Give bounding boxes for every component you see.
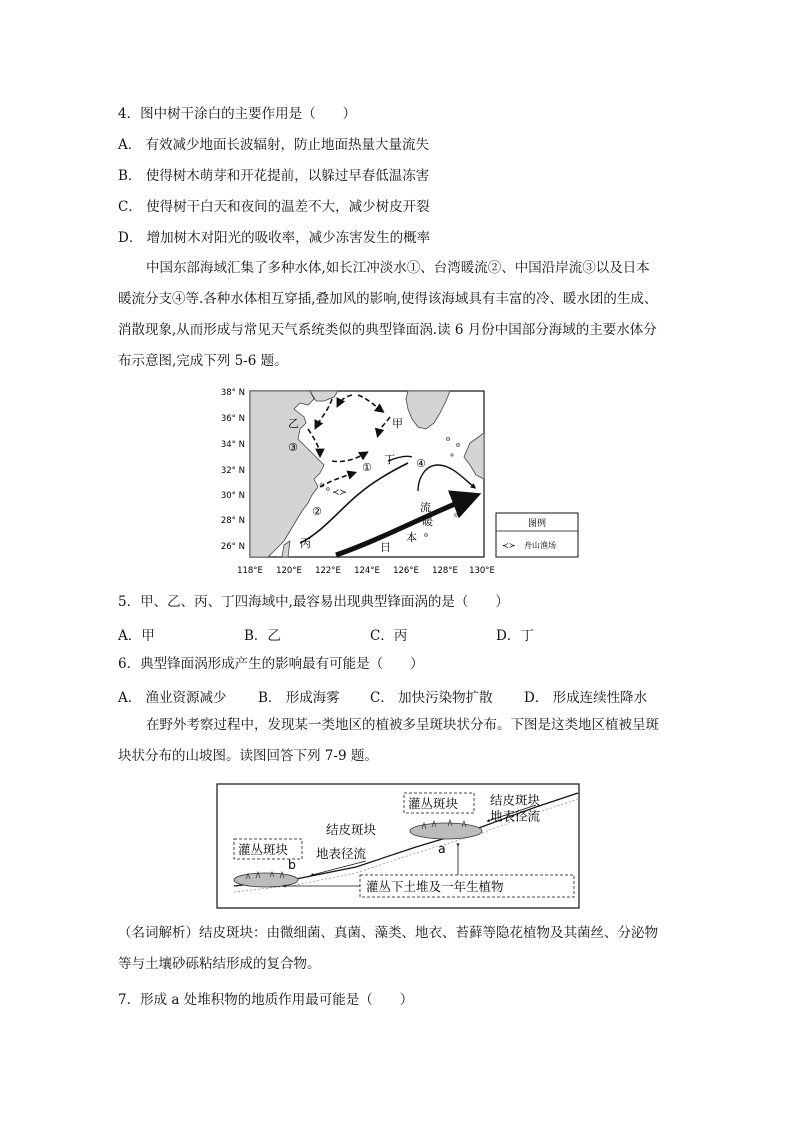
area-label-bing: 丙 (300, 537, 311, 550)
lon-label: 122°E (315, 566, 341, 576)
label-crust-mid: 结皮斑块 (326, 822, 377, 837)
shrub-patch-a (410, 823, 482, 839)
definition-crust: （名词解析）结皮斑块：由微细菌、真菌、藻类、地衣、苔藓等隐花植物及其菌丝、分泌物等与土壤砂砾粘结形成的复合物。 (118, 925, 658, 972)
intro-7-9: 在野外考察过程中，发现某一类地区的植被多呈斑块状分布。下图是这类地区植被呈斑块状分布的山坡图。读图回答下列 7-9 题。 (118, 717, 659, 764)
label-crust-top: 结皮斑块 (490, 792, 541, 808)
q6-option-a: A． 渔业资源减少 (118, 690, 227, 706)
vegetation-slope-diagram (216, 783, 581, 910)
q5-option-c: C．丙 (370, 628, 408, 644)
label-runoff-top: 地表径流 (490, 808, 541, 824)
area-label-ding: 丁 (384, 453, 395, 466)
q7-stem: 7．形成 a 处堆积物的地质作用最可能是（ ） (118, 992, 414, 1008)
q6-option-c: C． 加快污染物扩散 (370, 690, 493, 706)
lon-label: 118°E (237, 566, 263, 576)
intro-5-6: 中国东部海域汇集了多种水体,如长江冲淡水①、台湾暖流②、中国沿岸流③以及日本暖流分支④等.各种水体相互穿插,叠加风的影响,使得该海域具有丰富的冷、暖水团的生成、消散现象,从而形成与常见天气系统类似的典型锋面涡.读 6 月份中国部分海域的主要水体分布示意图,完成下列 5-6 题。 (118, 260, 658, 369)
label-runoff-mid: 地表径流 (316, 846, 367, 861)
shrub-patch-b (234, 873, 298, 887)
q6-option-b: B． 形成海雾 (258, 690, 340, 706)
lat-label: 34° N (220, 440, 245, 450)
legend-title: 图例 (527, 519, 547, 529)
current-label-1: ① (362, 461, 372, 474)
q5-option-a: A．甲 (118, 628, 155, 644)
lat-label: 30° N (220, 491, 245, 501)
q4-option-c: C． 使得树干白天和夜间的温差不大，减少树皮开裂 (118, 199, 430, 215)
label-a: a (438, 841, 446, 856)
kuroshio-char-1: 日 (380, 541, 391, 554)
lon-label: 126°E (393, 566, 419, 576)
lon-label: 120°E (276, 566, 302, 576)
q6-option-d: D． 形成连续性降水 (524, 690, 648, 706)
q4-option-b: B． 使得树木萌芽和开花提前，以躲过早春低温冻害 (118, 168, 430, 184)
q5-option-b: B．乙 (244, 628, 281, 644)
q5-option-d: D．丁 (496, 628, 534, 644)
lon-label: 130°E (469, 566, 495, 576)
label-shrub-top: 灌丛斑块 (408, 796, 459, 811)
q4-option-a: A． 有效减少地面长波辐射，防止地面热量大量流失 (118, 137, 430, 153)
kuroshio-char-2: 本 (406, 531, 417, 544)
kuroshio-char-4: 流 (420, 501, 431, 514)
q5-stem: 5．甲、乙、丙、丁四海域中,最容易出现典型锋面涡的是（ ） (118, 594, 509, 610)
area-label-yi: 乙 (288, 417, 299, 430)
sea-water-map (212, 383, 592, 580)
current-label-4: ④ (416, 457, 426, 470)
label-b: b (288, 857, 296, 872)
current-label-2: ② (312, 505, 322, 518)
lon-label: 124°E (354, 566, 380, 576)
lon-label: 128°E (432, 566, 458, 576)
zhoushan-fishery-symbol: ≺≻ (332, 488, 348, 498)
lat-label: 26° N (220, 542, 245, 552)
label-shrub-left: 灌丛斑块 (238, 842, 289, 857)
q4-stem: 4．图中树干涂白的主要作用是（ ） (118, 106, 357, 122)
lat-label: 32° N (220, 466, 245, 476)
legend-item-zhoushan: 舟山渔场 (524, 541, 556, 550)
current-label-3: ③ (288, 441, 298, 454)
legend-fish-symbol: ≺≻ (502, 541, 516, 550)
label-mound: 灌丛下土堆及一年生植物 (366, 879, 504, 894)
lat-label: 38° N (220, 388, 245, 398)
area-label-jia: 甲 (392, 417, 403, 430)
q4-option-d: D． 增加树木对阳光的吸收率，减少冻害发生的概率 (118, 230, 431, 246)
q6-stem: 6．典型锋面涡形成产生的影响最有可能是（ ） (118, 656, 424, 672)
lat-label: 36° N (220, 414, 245, 424)
kuroshio-char-3: 暖 (422, 515, 433, 528)
lat-label: 28° N (220, 516, 245, 526)
